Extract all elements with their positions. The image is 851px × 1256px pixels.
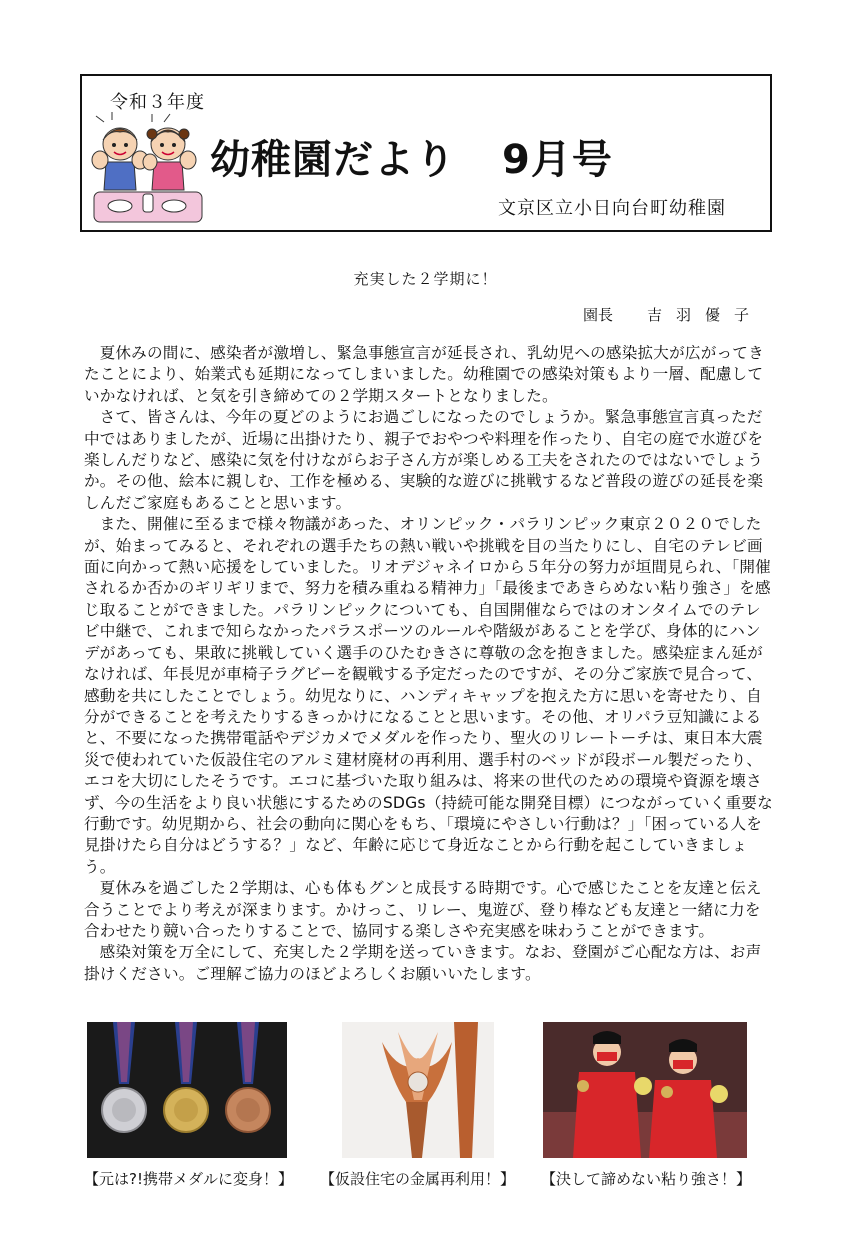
article-author <box>583 304 763 325</box>
paragraph: 夏休みの間に、感染者が激増し、緊急事態宣言が延長され、乳幼児への感染拡大が広がってきたことにより、始業式も延期になってしまいました。幼稚園での感染対策もより一層、配慮していかなければ、と気を引き締めての２学期スタートとなりました。 <box>84 344 764 405</box>
article-heading: 充実した２学期に！ <box>353 270 498 288</box>
paragraph: 感染対策を万全にして、充実した２学期を送っていきます。なお、登園がご心配な方は、お声掛けください。ご理解ご協力のほどよろしくお願いいたします。 <box>84 943 762 983</box>
photo-caption: 【仮設住宅の金属再利用！】 <box>320 1170 516 1188</box>
article-body <box>84 343 774 985</box>
children-washing-hands-illustration <box>90 110 208 226</box>
paragraph: 夏休みを過ごした２学期は、心も体もグンと成長する時期です。心で感じたことを友達と伝え合うことでより考えが深まります。かけっこ、リレー、鬼遊び、登り棒なども友達と一緒に力を合わせたり競い合ったりすることで、協同する楽しさや充実感を味わうことができます。 <box>84 879 762 940</box>
school-name: 文京区立小日向台町幼稚園 <box>498 198 726 219</box>
photo-caption: 【元は?!携帯メダルに変身！】 <box>84 1170 293 1188</box>
olympic-medals-photo <box>87 1022 287 1158</box>
paragraph: また、開催に至るまで様々物議があった、オリンピック・パラリンピック東京２０２０でしたが、始まってみると、それぞれの選手たちの熱い戦いや挑戦を目の当たりにし、自宅のテレビ画面に向かって熱い応援をしていました。リオデジャネイロから５年分の努力が垣間見られ、「開催されるか否かのギリギリまで、努力を積み重ねる精神力」「最後まであきらめない粘り強さ」を感じ取ることができました。パラリンピックについても、自国開催ならではのオンタイムでのテレビ中継で、これまで知らなかったパラスポーツのルールや階級があることを学び、身体的にハンデがあっても、果敢に挑戦していく選手のひたむきさに尊敬の念を抱きました。感染症まん延がなければ、年長児が車椅子ラグビーを観戦する予定だったのですが、その分ご家族で見合って、感動を共にしたことでしょう。幼児なりに、ハンディキャップを抱えた方に思いを寄せたり、自分ができることを考えたりするきっかけになることと思います。その他、オリパラ豆知識によると、不要になった携帯電話やデジカメでメダルを作ったり、聖火のリレートーチは、東日本大震災で使われていた仮設住宅のアルミ建材廃材の再利用、選手村のベッドが段ボール製だったり、エコを大切にしたそうです。エコに基づいた取り組みは、将来の世代のための環境や資源を壊さず、今の生活をより良い状態にするためのSDGs（持続可能な開発目標）につながっていく重要な行動です。幼児期から、社会の動向に関心をもち、「環境にやさしい行動は？」「困っている人を見掛けたら自分はどうする？」など、年齢に応じて身近なことから行動を起こしていきましょう。 <box>84 515 773 876</box>
paragraph: さて、皆さんは、今年の夏どのようにお過ごしになったのでしょうか。緊急事態宣言真っただ中ではありましたが、近場に出掛けたり、親子でおやつや料理を作ったり、自宅の庭で水遊びを楽しんだりなど、感染に気を付けながらお子さん方が楽しめる工夫をされたのではないでしょうか。その他、絵本に親しむ、工作を極める、実験的な遊びに挑戦するなど普段の遊びの延長を楽しんだご家庭もあることと思います。 <box>84 408 764 512</box>
photo-caption: 【決して諦めない粘り強さ！】 <box>541 1170 752 1188</box>
title-text: 幼稚園だより <box>210 137 456 183</box>
table-tennis-medalists-photo <box>543 1022 747 1158</box>
newsletter-header <box>80 74 772 232</box>
olympic-torch-photo <box>342 1022 494 1158</box>
author-name: 吉羽優子 <box>646 306 763 324</box>
author-role: 園長 <box>582 306 613 324</box>
newsletter-title <box>210 128 613 185</box>
issue-month: 9月号 <box>502 137 613 183</box>
fiscal-year: 令和３年度 <box>110 92 205 113</box>
